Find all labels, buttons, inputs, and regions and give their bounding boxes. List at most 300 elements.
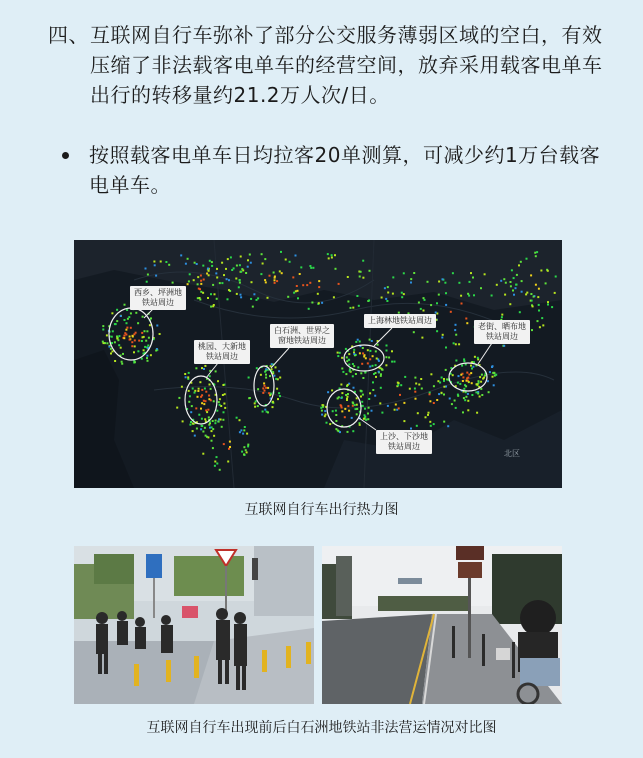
heat-speckle	[206, 436, 208, 438]
heat-speckle	[509, 303, 511, 305]
heat-speckle	[479, 396, 481, 398]
heat-speckle	[467, 400, 469, 402]
heat-speckle	[143, 349, 145, 351]
heat-speckle	[123, 335, 125, 337]
heat-speckle	[364, 414, 366, 416]
heat-speckle	[468, 374, 470, 376]
heat-speckle	[468, 381, 470, 383]
heat-speckle	[545, 282, 547, 284]
heat-speckle	[124, 319, 126, 321]
heat-speckle	[349, 370, 351, 372]
heat-speckle	[274, 277, 276, 279]
heat-speckle	[326, 422, 328, 424]
heat-speckle	[362, 260, 364, 262]
heat-speckle	[144, 346, 146, 348]
heat-speckle	[481, 374, 483, 376]
heat-speckle	[194, 390, 196, 392]
heat-speckle	[200, 275, 202, 277]
heat-speckle	[433, 423, 435, 425]
heat-speckle	[130, 312, 132, 314]
heat-speckle	[289, 261, 291, 263]
heat-speckle	[429, 421, 431, 423]
heat-speckle	[131, 341, 133, 343]
heat-speckle	[262, 263, 264, 265]
heat-speckle	[133, 351, 135, 353]
heat-speckle	[102, 325, 104, 327]
heat-speckle	[530, 274, 532, 276]
heat-speckle	[247, 444, 249, 446]
heat-speckle	[354, 404, 356, 406]
heat-speckle	[438, 393, 440, 395]
heat-speckle	[347, 431, 349, 433]
heat-speckle	[216, 268, 218, 270]
heat-speckle	[215, 420, 217, 422]
heat-speckle	[262, 411, 264, 413]
heat-speckle	[461, 303, 463, 305]
heat-speckle	[279, 377, 281, 379]
heat-speckle	[201, 394, 203, 396]
heat-speckle	[341, 407, 343, 409]
heat-speckle	[348, 364, 350, 366]
heat-speckle	[311, 302, 313, 304]
heat-speckle	[513, 277, 515, 279]
heat-speckle	[387, 405, 389, 407]
heat-speckle	[375, 364, 377, 366]
heat-speckle	[245, 449, 247, 451]
heat-speckle	[355, 373, 357, 375]
heat-speckle	[209, 260, 211, 262]
heat-speckle	[484, 375, 486, 377]
heat-speckle	[236, 293, 238, 295]
heat-speckle	[377, 344, 379, 346]
heat-speckle	[344, 416, 346, 418]
heat-speckle	[394, 409, 396, 411]
heat-speckle	[455, 407, 457, 409]
heat-speckle	[202, 265, 204, 267]
heat-speckle	[430, 425, 432, 427]
heat-speckle	[246, 451, 248, 453]
heat-speckle	[362, 352, 364, 354]
heat-speckle	[192, 423, 194, 425]
heat-speckle	[504, 294, 506, 296]
heat-speckle	[200, 280, 202, 282]
heat-speckle	[348, 359, 350, 361]
heat-speckle	[468, 295, 470, 297]
heat-speckle	[535, 284, 537, 286]
heat-speckle	[278, 370, 280, 372]
heat-speckle	[477, 383, 479, 385]
heat-speckle	[271, 368, 273, 370]
heat-speckle	[429, 400, 431, 402]
heat-speckle	[116, 309, 118, 311]
heat-speckle	[443, 380, 445, 382]
heat-speckle	[229, 441, 231, 443]
heat-speckle	[243, 446, 245, 448]
heat-speckle	[438, 294, 440, 296]
heat-speckle	[359, 276, 361, 278]
heat-speckle	[116, 338, 118, 340]
heat-speckle	[345, 373, 347, 375]
heat-speckle	[352, 363, 354, 365]
heat-speckle	[424, 299, 426, 301]
heat-speckle	[455, 360, 457, 362]
heat-speckle	[188, 280, 190, 282]
heat-speckle	[141, 340, 143, 342]
heat-speckle	[491, 295, 493, 297]
heat-speckle	[348, 410, 350, 412]
heat-speckle	[239, 279, 241, 281]
heat-speckle	[267, 387, 269, 389]
heat-speckle	[202, 292, 204, 294]
heat-speckle	[201, 389, 203, 391]
heat-speckle	[309, 282, 311, 284]
heat-speckle	[465, 396, 467, 398]
heat-speckle	[196, 428, 198, 430]
heat-speckle	[397, 382, 399, 384]
heat-speckle	[484, 273, 486, 275]
heat-speckle	[116, 336, 118, 338]
heat-speckle	[530, 293, 532, 295]
heat-speckle	[120, 315, 122, 317]
heat-speckle	[480, 381, 482, 383]
heat-speckle	[200, 428, 202, 430]
heat-speckle	[230, 256, 232, 258]
heat-speckle	[410, 282, 412, 284]
heat-speckle	[471, 394, 473, 396]
heat-speckle	[226, 278, 228, 280]
heat-speckle	[335, 420, 337, 422]
heat-speckle	[403, 293, 405, 295]
heat-speckle	[202, 431, 204, 433]
heat-speckle	[199, 288, 201, 290]
heat-speckle	[254, 406, 256, 408]
heat-speckle	[335, 410, 337, 412]
heat-speckle	[493, 372, 495, 374]
heatmap-image	[74, 240, 562, 488]
heat-speckle	[189, 424, 191, 426]
heat-speckle	[341, 368, 343, 370]
heat-speckle	[372, 381, 374, 383]
heat-speckle	[222, 384, 224, 386]
heat-speckle	[208, 398, 210, 400]
heat-speckle	[297, 297, 299, 299]
heat-speckle	[515, 287, 517, 289]
heat-speckle	[154, 264, 156, 266]
heat-speckle	[275, 366, 277, 368]
heat-speckle	[250, 298, 252, 300]
heat-speckle	[144, 330, 146, 332]
heat-speckle	[386, 350, 388, 352]
heat-speckle	[480, 287, 482, 289]
bullet-point	[62, 140, 602, 200]
heat-speckle	[520, 261, 522, 263]
heat-speckle	[361, 401, 363, 403]
heat-speckle	[338, 283, 340, 285]
heat-speckle	[409, 388, 411, 390]
heat-speckle	[251, 281, 253, 283]
heat-speckle	[249, 254, 251, 256]
heat-speckle	[367, 349, 369, 351]
heat-speckle	[241, 451, 243, 453]
heat-speckle	[130, 327, 132, 329]
heat-speckle	[114, 323, 116, 325]
heat-speckle	[132, 336, 134, 338]
heat-speckle	[265, 368, 267, 370]
heat-speckle	[146, 357, 148, 359]
heat-speckle	[414, 377, 416, 379]
heat-speckle	[262, 392, 264, 394]
heat-speckle	[264, 258, 266, 260]
heat-speckle	[463, 397, 465, 399]
heat-speckle	[525, 293, 527, 295]
heat-speckle	[272, 406, 274, 408]
heat-speckle	[110, 348, 112, 350]
heat-speckle	[382, 369, 384, 371]
heat-speckle	[331, 254, 333, 256]
heat-speckle	[460, 374, 462, 376]
heat-speckle	[135, 332, 137, 334]
heat-speckle	[450, 311, 452, 313]
heat-speckle	[378, 371, 380, 373]
heat-speckle	[308, 308, 310, 310]
heatmap-caption: 互联网自行车出行热力图	[244, 502, 399, 518]
heat-speckle	[518, 264, 520, 266]
heat-speckle	[466, 322, 468, 324]
heat-speckle	[472, 277, 474, 279]
heat-speckle	[364, 354, 366, 356]
heat-speckle	[423, 310, 425, 312]
heat-speckle	[160, 261, 162, 263]
heat-speckle	[142, 316, 144, 318]
heat-speckle	[352, 405, 354, 407]
heat-speckle	[276, 280, 278, 282]
heat-speckle	[388, 357, 390, 359]
heat-speckle	[239, 431, 241, 433]
heat-speckle	[217, 380, 219, 382]
heat-speckle	[339, 431, 341, 433]
heat-speckle	[240, 256, 242, 258]
heat-speckle	[403, 272, 405, 274]
photo-before	[74, 546, 314, 704]
heat-speckle	[351, 417, 353, 419]
heat-speckle	[384, 287, 386, 289]
heat-speckle	[355, 341, 357, 343]
heat-speckle	[420, 378, 422, 380]
heat-speckle	[285, 259, 287, 261]
heat-speckle	[264, 390, 266, 392]
heat-speckle	[216, 463, 218, 465]
heat-speckle	[445, 347, 447, 349]
heat-speckle	[240, 271, 242, 273]
heat-speckle	[334, 254, 336, 256]
heat-speckle	[511, 269, 513, 271]
heat-speckle	[362, 347, 364, 349]
heat-speckle	[472, 366, 474, 368]
heat-speckle	[146, 330, 148, 332]
heat-speckle	[356, 397, 358, 399]
heat-speckle	[147, 360, 149, 362]
heat-speckle	[381, 297, 383, 299]
heat-speckle	[247, 266, 249, 268]
heat-speckle	[168, 264, 170, 266]
heat-speckle	[378, 360, 380, 362]
heat-speckle	[223, 274, 225, 276]
heat-speckle	[256, 367, 258, 369]
heat-speckle	[108, 346, 110, 348]
heat-speckle	[392, 276, 394, 278]
heat-speckle	[269, 394, 271, 396]
heat-speckle	[380, 375, 382, 377]
heat-speckle	[210, 293, 212, 295]
heat-speckle	[345, 348, 347, 350]
heat-speckle	[197, 390, 199, 392]
heat-speckle	[392, 293, 394, 295]
heat-speckle	[207, 297, 209, 299]
heat-speckle	[159, 333, 161, 335]
bullet-text: 按照载客电单车日均拉客20单测算，可减少约1万台载客电单车。	[89, 143, 601, 197]
heat-speckle	[352, 307, 354, 309]
heat-speckle	[521, 280, 523, 282]
heat-speckle	[203, 403, 205, 405]
heat-speckle	[321, 414, 323, 416]
heat-speckle	[386, 300, 388, 302]
heat-speckle	[243, 429, 245, 431]
heat-speckle	[452, 272, 454, 274]
heat-speckle	[126, 327, 128, 329]
heat-speckle	[322, 406, 324, 408]
heat-speckle	[147, 345, 149, 347]
heat-speckle	[356, 408, 358, 410]
heat-speckle	[452, 374, 454, 376]
heat-speckle	[467, 409, 469, 411]
map-label-laojie: 老街、晒布地 铁站周边	[474, 320, 530, 344]
heat-speckle	[317, 293, 319, 295]
heat-speckle	[401, 296, 403, 298]
heat-speckle	[126, 309, 128, 311]
heat-speckle	[206, 411, 208, 413]
heat-speckle	[433, 385, 435, 387]
heat-speckle	[516, 284, 518, 286]
heat-speckle	[209, 421, 211, 423]
heat-speckle	[555, 276, 557, 278]
heat-speckle	[318, 280, 320, 282]
heat-speckle	[554, 292, 556, 294]
heat-speckle	[352, 375, 354, 377]
bullet-dot-icon	[62, 152, 69, 159]
heat-speckle	[489, 371, 491, 373]
heat-speckle	[221, 426, 223, 428]
heat-speckle	[503, 345, 505, 347]
heat-speckle	[538, 288, 540, 290]
heat-speckle	[134, 361, 136, 363]
heat-speckle	[359, 341, 361, 343]
heat-speckle	[208, 274, 210, 276]
heat-speckle	[347, 396, 349, 398]
heat-speckle	[215, 272, 217, 274]
heat-speckle	[369, 366, 371, 368]
heat-speckle	[436, 399, 438, 401]
heat-speckle	[368, 299, 370, 301]
heat-speckle	[375, 350, 377, 352]
heat-speckle	[204, 388, 206, 390]
heat-speckle	[218, 421, 220, 423]
heat-speckle	[346, 399, 348, 401]
heat-speckle	[368, 407, 370, 409]
heat-speckle	[526, 258, 528, 260]
heat-speckle	[395, 404, 397, 406]
heat-speckle	[222, 394, 224, 396]
heat-speckle	[216, 277, 218, 279]
heat-speckle	[228, 448, 230, 450]
heat-speckle	[214, 461, 216, 463]
heat-speckle	[201, 367, 203, 369]
heat-speckle	[348, 353, 350, 355]
heat-speckle	[531, 329, 533, 331]
heat-speckle	[222, 419, 224, 421]
heat-speckle	[212, 447, 214, 449]
street-photo-before	[74, 546, 314, 704]
heat-speckle	[203, 368, 205, 370]
heat-speckle	[296, 285, 298, 287]
heat-speckle	[430, 304, 432, 306]
heat-speckle	[112, 350, 114, 352]
heat-speckle	[361, 363, 363, 365]
heat-speckle	[244, 426, 246, 428]
heat-speckle	[200, 408, 202, 410]
heat-speckle	[537, 320, 539, 322]
heat-speckle	[198, 388, 200, 390]
heat-speckle	[201, 418, 203, 420]
heat-speckle	[239, 282, 241, 284]
heat-speckle	[369, 270, 371, 272]
heat-speckle	[455, 343, 457, 345]
heat-speckle	[341, 410, 343, 412]
heat-speckle	[401, 292, 403, 294]
heat-speckle	[176, 407, 178, 409]
heat-speckle	[526, 292, 528, 294]
heat-speckle	[538, 304, 540, 306]
heat-speckle	[129, 339, 131, 341]
heat-speckle	[212, 420, 214, 422]
heat-speckle	[368, 398, 370, 400]
heat-speckle	[204, 365, 206, 367]
heat-speckle	[513, 294, 515, 296]
heat-speckle	[318, 302, 320, 304]
section-number: 四、	[48, 23, 89, 47]
heat-speckle	[532, 305, 534, 307]
heat-speckle	[102, 341, 104, 343]
heat-speckle	[220, 419, 222, 421]
heat-speckle	[353, 349, 355, 351]
heat-speckle	[372, 365, 374, 367]
heat-speckle	[150, 317, 152, 319]
heat-speckle	[214, 293, 216, 295]
heat-speckle	[542, 324, 544, 326]
heat-speckle	[182, 420, 184, 422]
heat-speckle	[467, 293, 469, 295]
heat-speckle	[476, 412, 478, 414]
heat-speckle	[471, 382, 473, 384]
heat-speckle	[441, 337, 443, 339]
heat-speckle	[510, 281, 512, 283]
heat-speckle	[273, 272, 275, 274]
heat-speckle	[146, 281, 148, 283]
heat-speckle	[445, 292, 447, 294]
heat-speckle	[442, 278, 444, 280]
heat-speckle	[248, 397, 250, 399]
heat-speckle	[147, 274, 149, 276]
heat-speckle	[425, 416, 427, 418]
